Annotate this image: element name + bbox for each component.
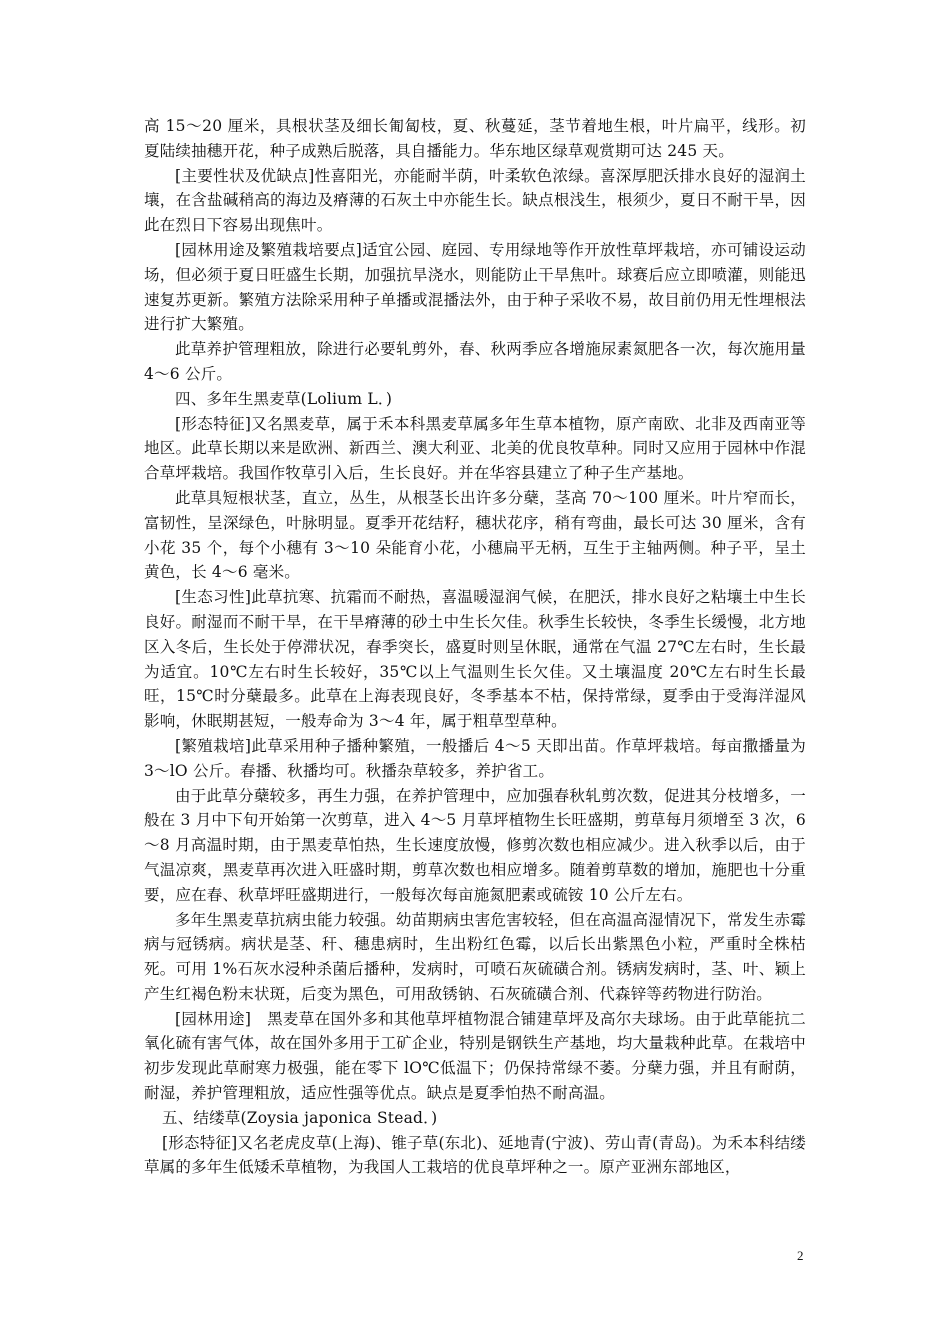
page-number: 2 [797,1248,804,1263]
paragraph-garden-use: [园林用途] 黑麦草在国外多和其他草坪植物混合铺建草坪及高尔夫球场。由于此草能抗二氧化硫有害气体，故在国外多用于工矿企业，特别是钢铁生产基地，均大量栽种此草。在栽培中初步发现此草耐寒力极强，能在零下 lO℃低温下；仍保持常绿不萎。分蘖力强，并且有耐荫，耐湿，养护管理粗放，适应性强等优点。缺点是夏季怕热不耐高温。 [144,1009,806,1103]
section-heading-ryegrass: 四、多年生黑麦草(Lolium L．) [175,389,393,408]
paragraph-ecology: [生态习性]此草抗寒、抗霜而不耐热，喜温暖湿润气候，在肥沃，排水良好之粘壤土中生长良好。耐湿而不耐干旱，在干旱瘠薄的砂土中生长欠佳。秋季生长较快，冬季生长缓慢，北方地区入冬后，生长处于停滞状况，春季突长，盛夏时则呈休眠，通常在气温 27℃左右时，生长最为适宜。10℃左右时生长较好，35℃以上气温则生长欠佳。又土壤温度 20℃左右时生长最旺，15℃时分蘖最多。此草在上海表现良好，冬季基本不枯，保持常绿，夏季由于受海洋湿风影响，休眠期甚短，一般寿命为 3～4 年，属于粗草型草种。 [144,588,806,731]
paragraph-disease: 多年生黑麦草抗病虫能力较强。幼苗期病虫害危害较轻，但在高温高湿情况下，常发生赤霉病与冠锈病。病状是茎、秆、穗患病时，生出粉红色霉，以后长出紫黑色小粒，严重时全株枯死。可用 1%石灰水浸种杀菌后播种，发病时，可喷石灰硫磺合剂。锈病发病时，茎、叶、颖上产生红褐色粉末状斑，后变为黑色，可用敌锈钠、石灰硫磺合剂、代森锌等药物进行防治。 [144,910,806,1003]
section-heading-zoysia: 五、结缕草(Zoysia japonica Stead．) [162,1108,438,1127]
paragraph-zoysia-morphology: [形态特征]又名老虎皮草(上海)、锥子草(东北)、延地青(宁波)、劳山青(青岛)。为禾本科结缕草属的多年生低矮禾草植物，为我国人工栽培的优良草坪种之一。原产亚洲东部地区， [144,1133,806,1177]
paragraph-main-traits: [主要性状及优缺点]性喜阳光，亦能耐半荫，叶柔软色浓绿。喜深厚肥沃排水良好的湿润土壤，在含盐碱稍高的海边及瘠薄的石灰土中亦能生长。缺点根浅生，根须少，夏日不耐干旱，因此在烈日下容易出现焦叶。 [144,166,806,235]
paragraph-maintenance: 此草养护管理粗放，除进行必要轧剪外，春、秋两季应各增施尿素氮肥各一次，每次施用量 4～6 公斤。 [144,340,806,383]
paragraph-continuation: 高 15～20 厘米，具根状茎及细长匍匐枝，夏、秋蔓延，茎节着地生根，叶片扁平，线形。初夏陆续抽穗开花，种子成熟后脱落，具自播能力。华东地区绿草观赏期可达 245 天。 [144,117,806,160]
paragraph-propagation: [繁殖栽培]此草采用种子播种繁殖，一般播后 4～5 天即出苗。作草坪栽培。每亩撒播量为 3～lO 公斤。春播、秋播均可。秋播杂草较多，养护省工。 [144,736,806,780]
paragraph-morphology: [形态特征]又名黑麦草，属于禾本科黑麦草属多年生草本植物，原产南欧、北非及西南亚等地区。此草长期以来是欧洲、新西兰、澳大利亚、北美的优良牧草种。同时又应用于园林中作混合草坪栽培。我国作牧草引入后，生长良好。并在华容县建立了种子生产基地。 [144,414,806,483]
paragraph-landscape-use: [园林用途及繁殖栽培要点]适宜公园、庭园、专用绿地等作开放性草坪栽培，亦可铺设运动场，但必须于夏日旺盛生长期，加强抗旱浇水，则能防止干旱焦叶。球赛后应立即喷灌，则能迅速复苏更新。繁殖方法除采用种子单播或混播法外，由于种子采收不易，故目前仍用无性埋根法进行扩大繁殖。 [144,240,806,334]
paragraph-structure: 此草具短根状茎，直立，丛生，从根茎长出许多分蘖，茎高 70～100 厘米。叶片窄而长，富韧性，呈深绿色，叶脉明显。夏季开花结籽，穗状花序，稍有弯曲，最长可达 30 厘米，含有小花 35 个，每个小穗有 3～10 朵能育小花，小穗扁平无柄，互生于主轴两侧。种子平，呈土黄色，长 4～6 毫米。 [144,488,806,582]
body-text [144,114,806,1180]
paragraph-mowing: 由于此草分蘖较多，再生力强，在养护管理中，应加强春秋轧剪次数，促进其分枝增多，一般在 3 月中下旬开始第一次剪草，进入 4～5 月草坪植物生长旺盛期，剪草每月须增至 3 次，6～8 月高温时期，由于黑麦草怕热，生长速度放慢，修剪次数也相应减少。进入秋季以后，由于气温凉爽，黑麦草再次进入旺盛时期，剪草次数也相应增多。随着剪草数的增加，施肥也十分重要，应在春、秋草坪旺盛期进行，一般每次每亩施氮肥素或硫铵 10 公斤左右。 [144,786,806,904]
